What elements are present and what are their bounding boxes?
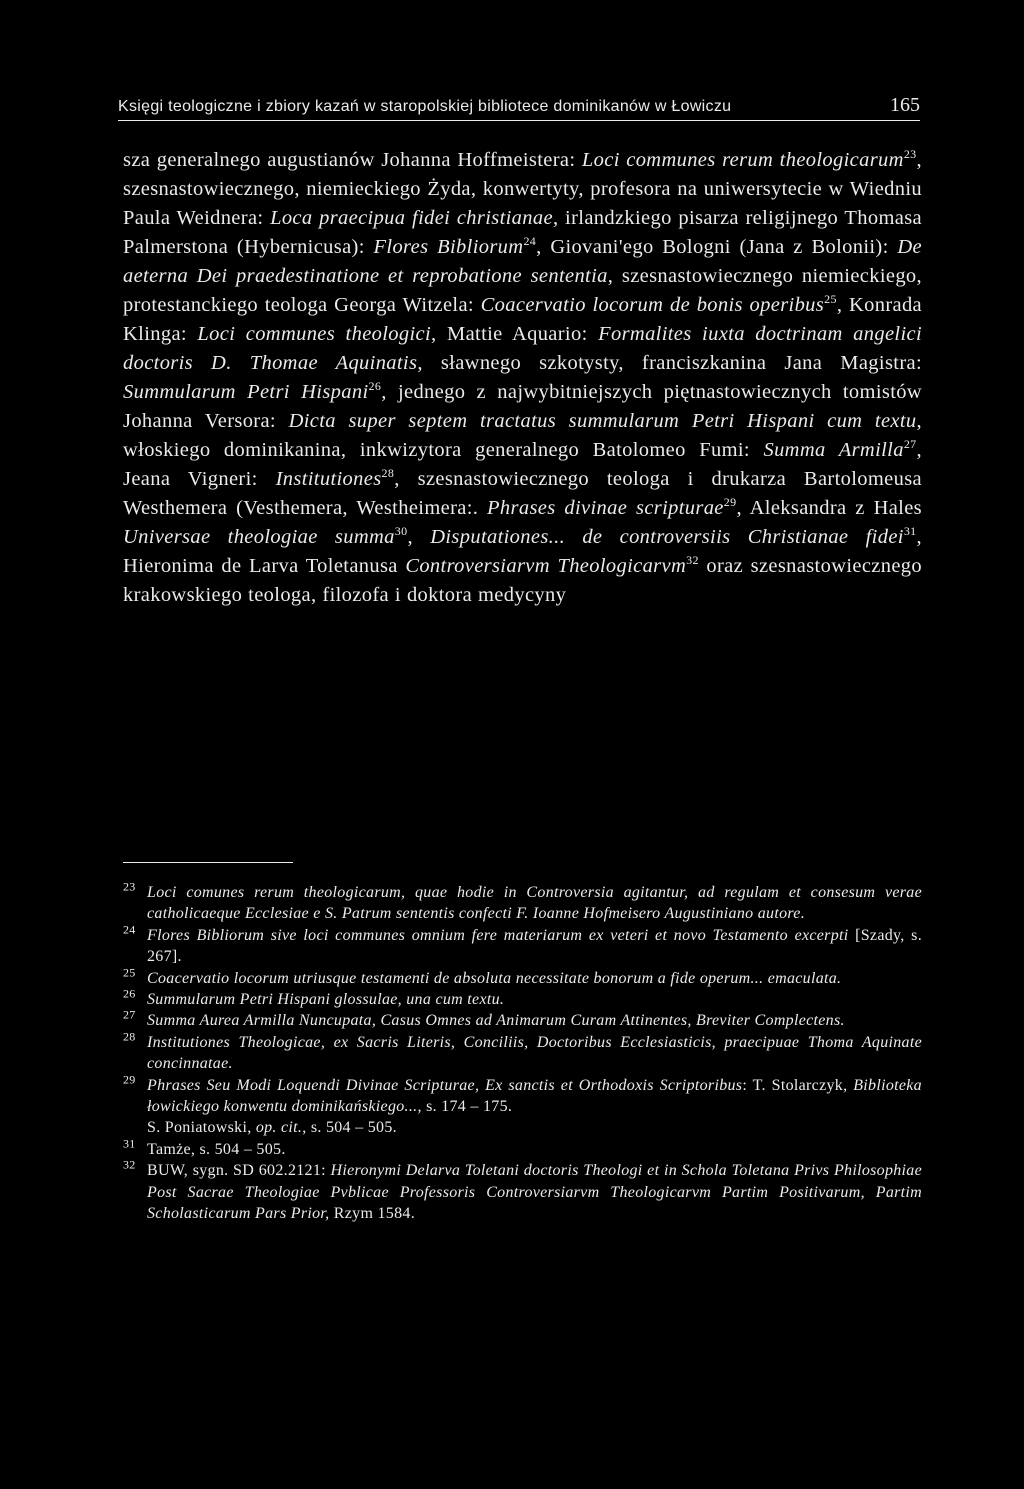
- footnote-number: 24: [123, 922, 136, 937]
- main-paragraph: [123, 146, 922, 610]
- footnote-ref: 30: [394, 524, 408, 539]
- footnote-text: Summularum Petri Hispani glossulae, una cum textu.: [147, 991, 505, 1009]
- book-title: Coacervatio locorum de bonis operibus: [480, 294, 825, 316]
- text-run: , szesnastowiecznego teologa i drukarza Bartolomeusa Westhemera (Vesthemera, Westheimera:.: [123, 468, 922, 519]
- footnote-ref: 29: [723, 495, 737, 510]
- text-run: , irlandzkiego pisarza religijnego Thomasa Palmerstona (Hybernicusa):: [123, 207, 922, 258]
- text-run: , Konrada Klinga:: [123, 294, 922, 345]
- book-title: Formalites iuxta doctrinam angelici doctoris D. Thomae Aquinatis: [123, 323, 922, 374]
- running-title: Księgi teologiczne i zbiory kazań w staropolskiej bibliotece dominikanów w Łowiczu: [118, 98, 732, 115]
- footnote-ref: 25: [824, 292, 837, 307]
- footnote-ref: 31: [903, 524, 917, 539]
- text-run: , Jeana Vigneri:: [123, 439, 922, 490]
- book-title: Disputationes... de controversiis Christianae fidei: [430, 526, 904, 548]
- text-run: , Mattie Aquario:: [431, 323, 599, 345]
- text-run: ,: [407, 526, 431, 548]
- footnote-ref: 28: [381, 466, 395, 481]
- footnote-ref: 32: [686, 553, 699, 568]
- footnote-number: 29: [123, 1072, 136, 1087]
- book-title: De aeterna Dei praedestinatione et reprobatione sententia: [123, 236, 922, 287]
- text-run: , sławnego szkotysty, franciszkanina Jana Magistra:: [417, 352, 922, 374]
- footnote-text: Summa Aurea Armilla Nuncupata, Casus Omnes ad Animarum Curam Attinentes, Breviter Complectens.: [147, 1012, 845, 1030]
- book-title: Flores Bibliorum: [373, 236, 524, 258]
- footnote-ref: 24: [523, 234, 537, 249]
- footnote-ref: 26: [368, 379, 382, 394]
- footnote-separator: [123, 862, 293, 863]
- text-run: , Aleksandra z Hales: [736, 497, 923, 519]
- footnote-24: [123, 922, 922, 968]
- footnote-ref: 27: [903, 437, 917, 452]
- text-run: , jednego z najwybitniejszych piętnastowiecznych tomistów Johanna Versora:: [123, 381, 922, 432]
- footnote-25: [123, 965, 922, 989]
- footnote-28: [123, 1029, 922, 1075]
- footnote-text: Institutiones Theologicae, ex Sacris Literis, Conciliis, Doctoribus Ecclesiasticis, praecipuae Thoma Aquinate concinnatae.: [147, 1033, 922, 1073]
- book-title: Summularum Petri Hispani: [123, 381, 369, 403]
- footnote-text: Coacervatio locorum utriusque testamenti de absoluta necessitate bonorum a fide operum... emaculata.: [147, 969, 842, 987]
- book-title: Summa Armilla: [763, 439, 904, 461]
- footnote-text: Tamże, s. 504 – 505.: [147, 1140, 286, 1158]
- text-run: , szesnastowiecznego, niemieckiego Żyda, konwertyty, profesora na uniwersytecie w Wiedniu Paula Weidnera:: [123, 149, 922, 229]
- text-run: , Giovani'ego Bologni (Jana z Bolonii):: [536, 236, 898, 258]
- running-header: [118, 94, 920, 121]
- footnote-27: [123, 1010, 922, 1031]
- footnote-text: Phrases Seu Modi Loquendi Divinae Scripturae, Ex sanctis et Orthodoxis Scriptoribus: T. Stolarczyk, Biblioteka łowickiego konwentu dominikańskiego..., s. 174 – 175.: [147, 1076, 922, 1116]
- footnote-number: 25: [123, 965, 136, 980]
- footnote-text: BUW, sygn. SD 602.2121: Hieronymi Delarva Toletani doctoris Theologi et in Schola Toletana Privs Philosophiae Post Sacrae Theologiae Pvblicae Professoris Controversiarvm Theologicarvm Partim Positivarum, Partim Scholasticarum Pars Prior, Rzym 1584.: [147, 1162, 923, 1223]
- footnote-text: Loci comunes rerum theologicarum, quae hodie in Controversia agitantur, ad regulam et consesum verae catholicaeque Ecclesiae e S. Patrum sententis confecti F. Ioanne Hofmeisero Augustiniano autore.: [147, 884, 922, 923]
- book-title: Loci communes theologici: [197, 323, 432, 345]
- footnote-32: [123, 1157, 923, 1224]
- text-run: oraz szesnastowiecznego krakowskiego teologa, filozofa i doktora medycyny: [123, 555, 923, 606]
- text-run: sza generalnego augustianów Johanna Hoffmeistera:: [123, 149, 582, 171]
- text-run: , włoskiego dominikanina, inkwizytora generalnego Batolomeo Fumi:: [123, 410, 923, 461]
- footnote-text: Flores Bibliorum sive loci communes omnium fere materiarum ex veteri et novo Testamento excerpti [Szady, s. 267].: [147, 926, 922, 966]
- text-run: , Hieronima de Larva Toletanusa: [123, 526, 923, 577]
- footnote-23: [123, 879, 922, 925]
- footnote-number: 32: [123, 1157, 136, 1172]
- footnotes: [123, 879, 923, 1225]
- footnote-number: 28: [123, 1029, 136, 1044]
- book-title: Institutiones: [275, 468, 382, 490]
- book-title: Controversiarvm Theologicarvm: [405, 555, 687, 577]
- footnote-30: [123, 1117, 922, 1138]
- book-title: Phrases divinae scripturae: [487, 497, 724, 519]
- text-run: , szesnastowiecznego niemieckiego, protestanckiego teologa Georga Witzela:: [123, 265, 923, 316]
- main-text: [123, 146, 922, 610]
- book-title: Universae theologiae summa: [123, 526, 395, 548]
- footnote-31: [123, 1136, 922, 1160]
- footnote-text: S. Poniatowski, op. cit., s. 504 – 505.: [147, 1119, 397, 1137]
- footnote-number: 26: [123, 986, 136, 1001]
- footnote-26: [123, 986, 922, 1010]
- book-title: Loci communes rerum theologicarum: [581, 149, 904, 171]
- footnote-ref: 23: [903, 147, 917, 162]
- book-title: Dicta super septem tractatus summularum Petri Hispani cum textu: [288, 410, 917, 432]
- page-number: 165: [890, 94, 920, 116]
- footnote-29: [123, 1072, 922, 1118]
- footnote-number: 31: [123, 1136, 136, 1151]
- book-title: Loca praecipua fidei christianae: [270, 207, 553, 229]
- footnote-number: 23: [123, 879, 136, 894]
- footnote-number: 27: [123, 1008, 136, 1023]
